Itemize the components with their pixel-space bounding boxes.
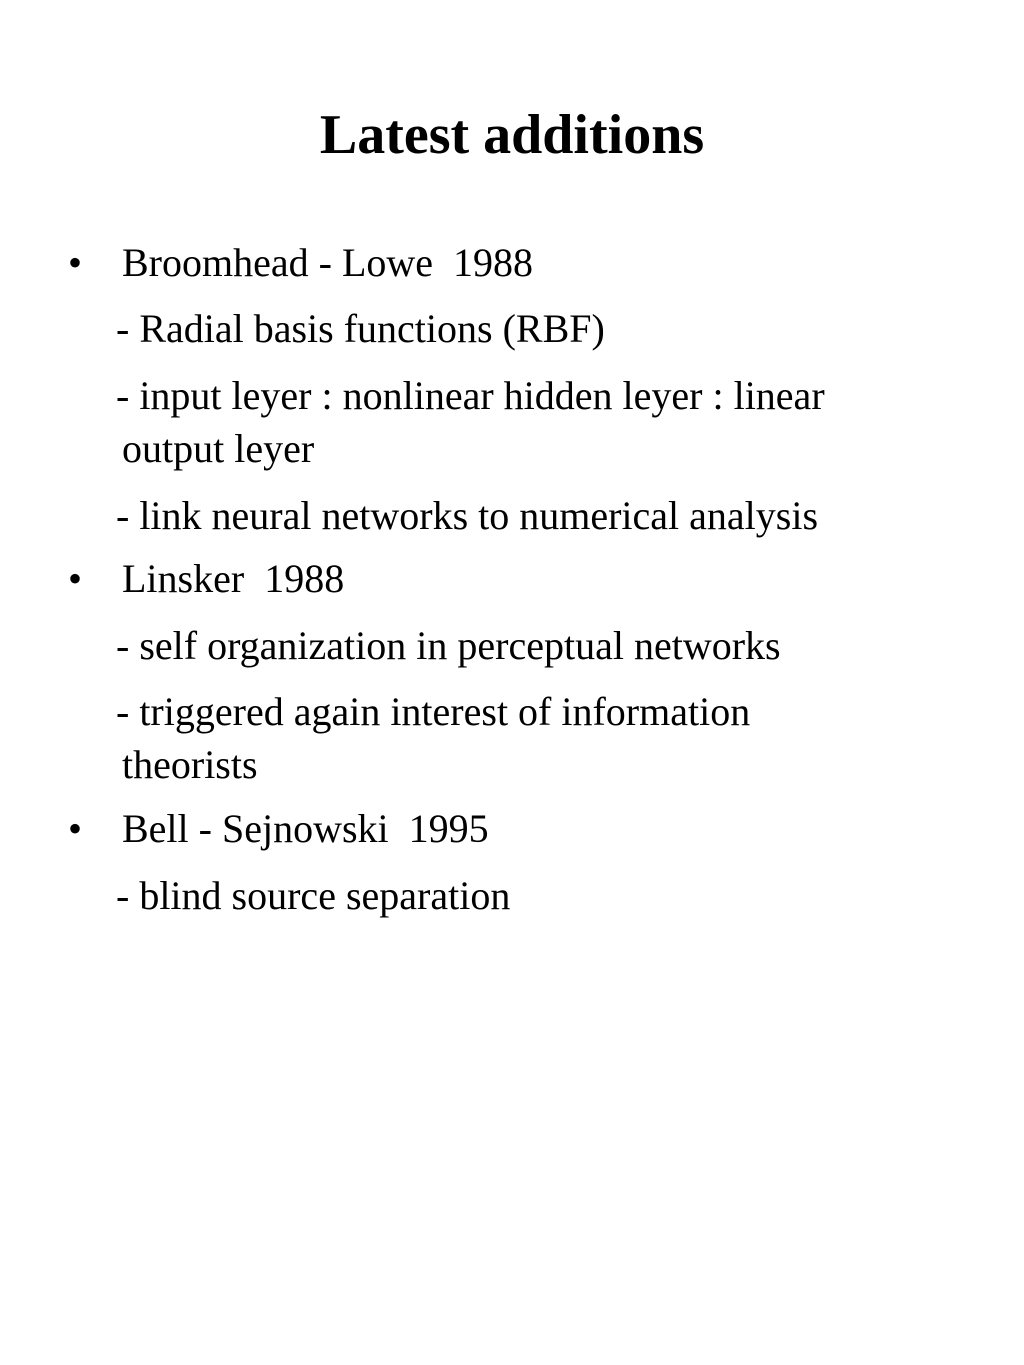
subitem-output-layer: output leyer (122, 426, 315, 471)
bullet-marker: • (68, 556, 83, 601)
subitem-input-layer: - input leyer : nonlinear hidden leyer : linear (116, 373, 825, 418)
subitem-theorists: theorists (122, 742, 258, 787)
slide-title: Latest additions (319, 104, 705, 166)
bullet-marker: • (68, 806, 83, 851)
bullet-marker: • (68, 240, 83, 285)
bullet-heading-linsker: Linsker 1988 (122, 556, 345, 601)
subitem-blind-source-separation: - blind source separation (116, 873, 511, 918)
subitem-self-organization: - self organization in perceptual networks (116, 623, 781, 668)
subitem-triggered-interest: - triggered again interest of information (116, 689, 751, 734)
bullet-heading-broomhead-lowe: Broomhead - Lowe 1988 (122, 240, 534, 285)
subitem-link-numerical-analysis: - link neural networks to numerical analysis (116, 493, 819, 538)
bullet-heading-bell-sejnowski: Bell - Sejnowski 1995 (122, 806, 489, 851)
subitem-radial-basis-functions: - Radial basis functions (RBF) (116, 306, 605, 351)
